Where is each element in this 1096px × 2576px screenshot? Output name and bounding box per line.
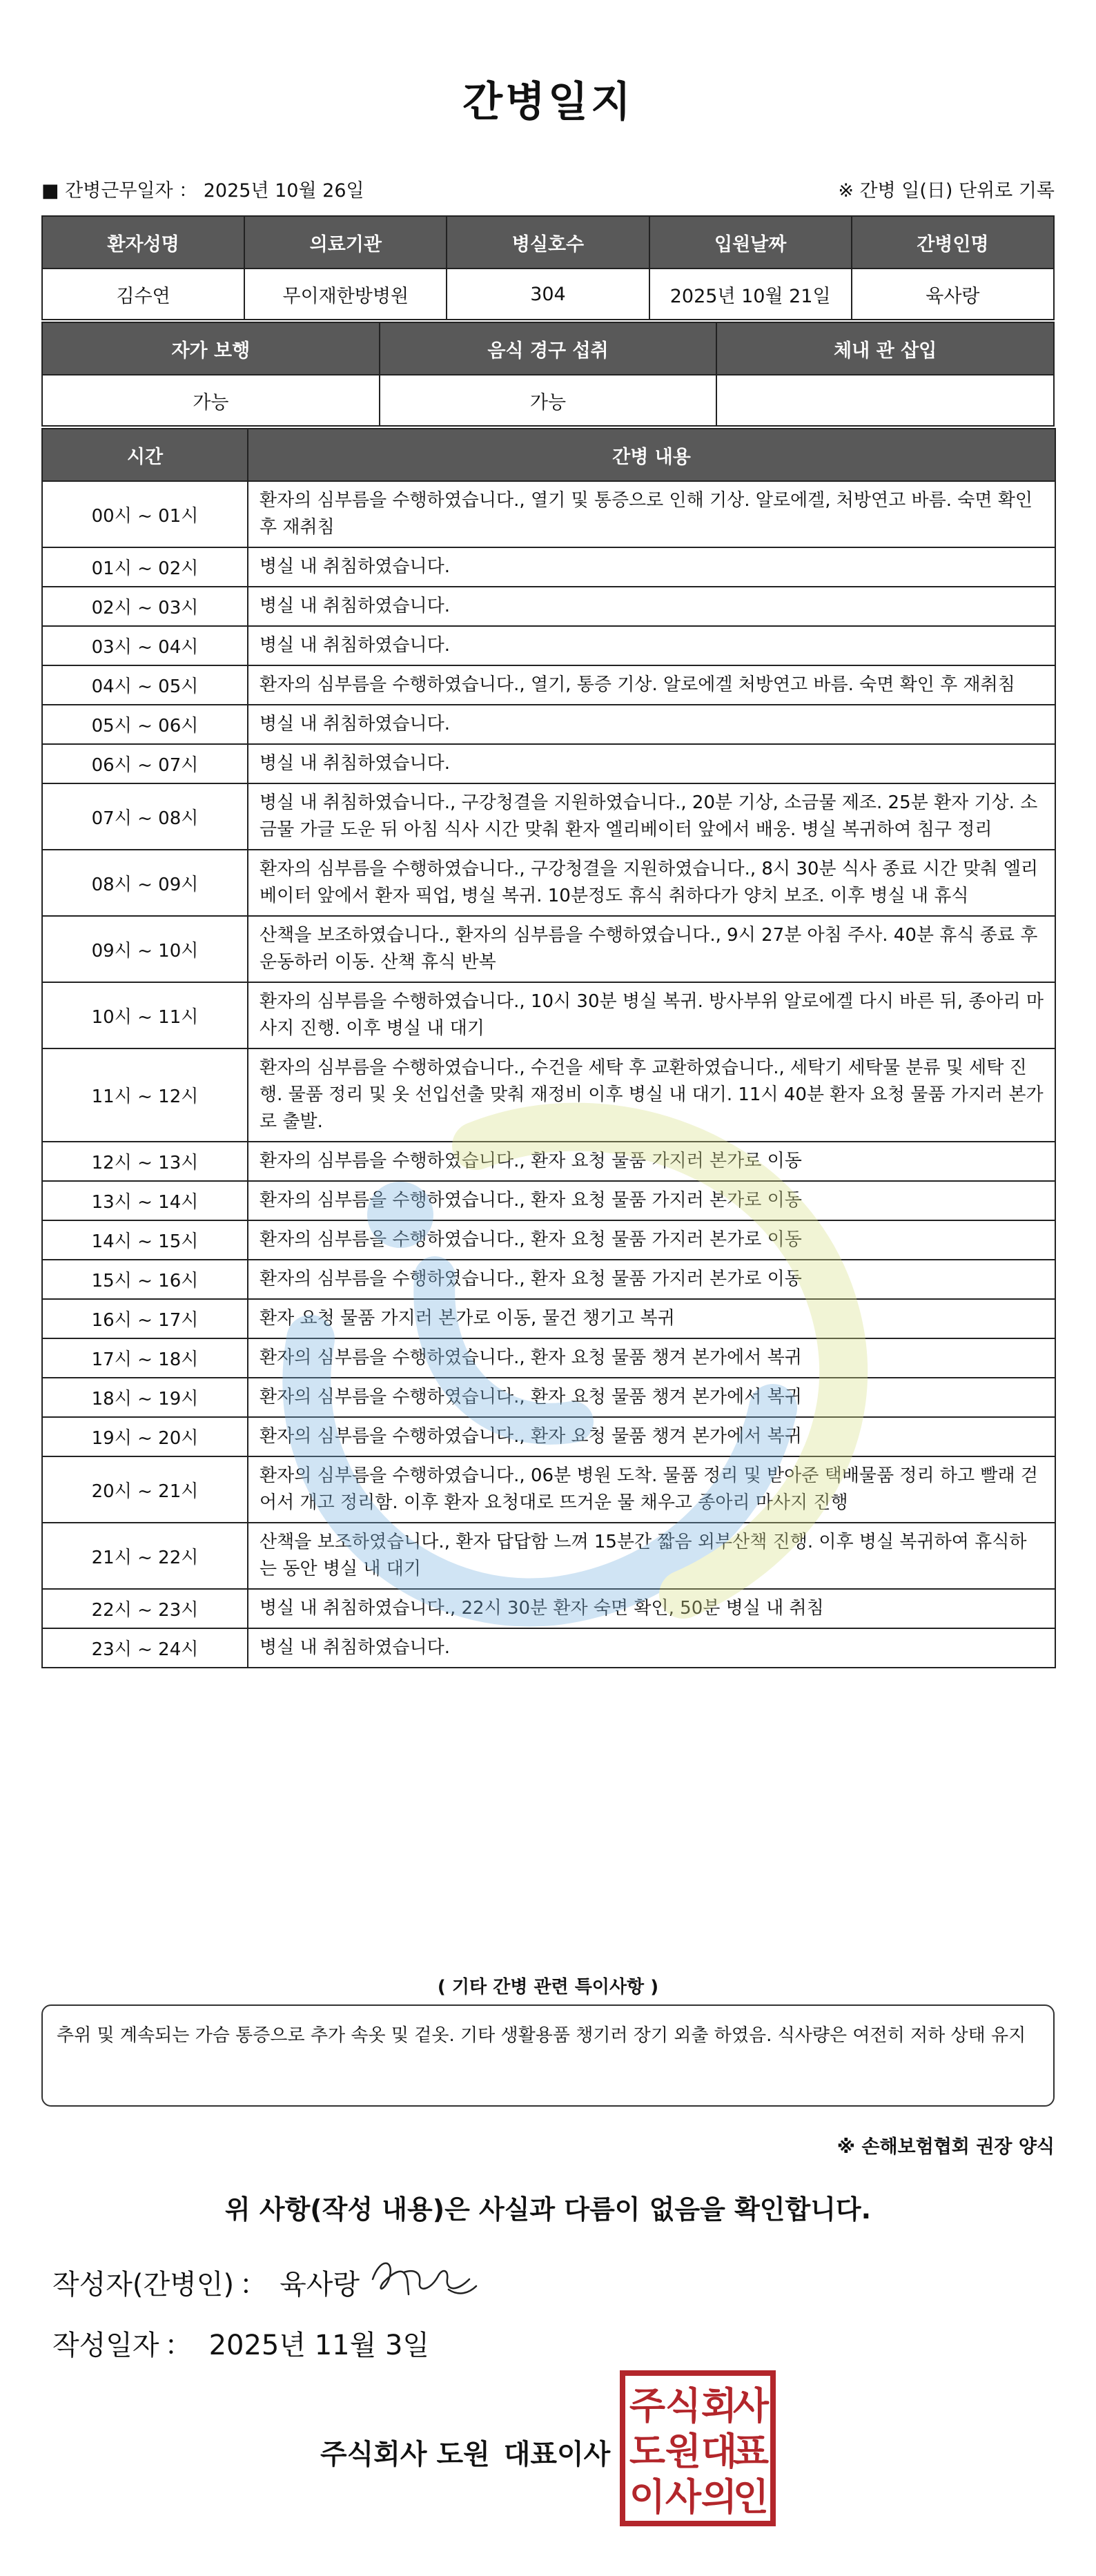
log-content: 환자의 심부름을 수행하였습니다., 구강청결을 지원하였습니다., 8시 30분 식사 종료 시간 맞춰 엘리베이터 앞에서 환자 픽업, 병실 복귀. 10분정도 휴식 취하다가 양치 보조. 이후 병실 내 휴식	[248, 850, 1055, 916]
seal-characters	[629, 2384, 770, 2519]
log-row	[42, 481, 1055, 547]
header-walking: 자가 보행	[42, 322, 380, 375]
confirmation-statement: 위 사항(작성 내용)은 사실과 다름이 없음을 확인합니다.	[224, 2194, 872, 2225]
patient-info-table	[41, 215, 1055, 320]
svg-text:원: 원	[665, 2430, 702, 2473]
write-date-value: 2025년 11월 3일	[208, 2330, 430, 2361]
log-time: 15시 ~ 16시	[42, 1260, 248, 1299]
log-content: 병실 내 취침하였습니다.	[248, 1628, 1055, 1668]
log-time: 03시 ~ 04시	[42, 626, 248, 665]
log-row	[42, 1378, 1055, 1417]
log-row	[42, 744, 1055, 783]
header-patient-name: 환자성명	[42, 216, 244, 269]
log-row	[42, 626, 1055, 665]
svg-text:인: 인	[732, 2475, 770, 2519]
log-row	[42, 1299, 1055, 1338]
signature-stroke	[373, 2263, 476, 2294]
log-time: 12시 ~ 13시	[42, 1142, 248, 1181]
writer-colon: ：	[239, 2269, 268, 2301]
log-content: 병실 내 취침하였습니다.	[248, 547, 1055, 587]
log-content: 환자의 심부름을 수행하였습니다., 06분 병원 도착. 물품 정리 및 받아준 택배물품 정리 하고 빨래 걷어서 개고 정리함. 이후 환자 요청대로 뜨거운 물 채우고 종아리 마사지 진행	[248, 1456, 1055, 1523]
log-row	[42, 1260, 1055, 1299]
log-time: 10시 ~ 11시	[42, 982, 248, 1048]
company-title: 대표이사	[503, 2439, 611, 2470]
log-content: 병실 내 취침하였습니다., 구강청결을 지원하였습니다., 20분 기상, 소금물 제조. 25분 환자 기상. 소금물 가글 도운 뒤 아침 식사 시간 맞춰 환자 엘리베이터 앞에서 배웅. 병실 복귀하여 침구 정리	[248, 783, 1055, 850]
log-time: 09시 ~ 10시	[42, 916, 248, 982]
form-note: ※ 손해보험협회 권장 양식	[836, 2136, 1055, 2158]
log-time: 11시 ~ 12시	[42, 1048, 248, 1142]
company-name: 주식회사 도원	[320, 2439, 490, 2470]
log-row	[42, 982, 1055, 1048]
log-row	[42, 587, 1055, 626]
log-row	[42, 705, 1055, 744]
log-time: 22시 ~ 23시	[42, 1589, 248, 1628]
log-row	[42, 1417, 1055, 1456]
caregiver-name: 육사랑	[852, 269, 1054, 320]
log-row	[42, 783, 1055, 850]
svg-text:주: 주	[629, 2384, 666, 2428]
log-content: 환자의 심부름을 수행하였습니다., 열기, 통증 기상. 알로에겔 처방연고 바름. 숙면 확인 후 재취침	[248, 665, 1055, 705]
log-content: 환자의 심부름을 수행하였습니다., 환자 요청 물품 가지러 본가로 이동	[248, 1142, 1055, 1181]
svg-text:도: 도	[629, 2430, 666, 2473]
log-time: 07시 ~ 08시	[42, 783, 248, 850]
log-content: 환자의 심부름을 수행하였습니다., 열기 및 통증으로 인해 기상. 알로에겔, 처방연고 바름. 숙면 확인 후 재취침	[248, 481, 1055, 547]
log-content: 환자의 심부름을 수행하였습니다., 환자 요청 물품 챙겨 본가에서 복귀	[248, 1378, 1055, 1417]
log-row	[42, 1142, 1055, 1181]
svg-text:회: 회	[701, 2384, 738, 2428]
log-time: 05시 ~ 06시	[42, 705, 248, 744]
header-time: 시간	[42, 429, 248, 481]
svg-text:사: 사	[665, 2475, 702, 2519]
patient-status-table	[41, 322, 1055, 427]
document-title: 간병일지	[462, 78, 634, 126]
log-time: 17시 ~ 18시	[42, 1338, 248, 1378]
log-row	[42, 1338, 1055, 1378]
writer-name: 육사랑	[280, 2269, 360, 2301]
log-time: 13시 ~ 14시	[42, 1181, 248, 1220]
log-content: 병실 내 취침하였습니다.	[248, 587, 1055, 626]
log-content: 환자의 심부름을 수행하였습니다., 환자 요청 물품 가지러 본가로 이동	[248, 1181, 1055, 1220]
log-time: 20시 ~ 21시	[42, 1456, 248, 1523]
log-row	[42, 1523, 1055, 1589]
header-caregiver: 간병인명	[852, 216, 1054, 269]
svg-text:의: 의	[701, 2475, 738, 2519]
log-time: 19시 ~ 20시	[42, 1417, 248, 1456]
svg-text:표: 표	[732, 2430, 770, 2473]
log-content: 환자의 심부름을 수행하였습니다., 환자 요청 물품 챙겨 본가에서 복귀	[248, 1417, 1055, 1456]
log-time: 16시 ~ 17시	[42, 1299, 248, 1338]
log-content: 산책을 보조하였습니다., 환자 답답함 느껴 15분간 짧음 외부산책 진행. 이후 병실 복귀하여 휴식하는 동안 병실 내 대기	[248, 1523, 1055, 1589]
log-row	[42, 1220, 1055, 1260]
log-time: 01시 ~ 02시	[42, 547, 248, 587]
svg-text:대: 대	[701, 2430, 738, 2473]
care-log-table	[41, 428, 1056, 1668]
log-time: 06시 ~ 07시	[42, 744, 248, 783]
header-care-content: 간병 내용	[248, 429, 1055, 481]
writer-line	[52, 2263, 360, 2302]
log-row	[42, 1589, 1055, 1628]
log-time: 21시 ~ 22시	[42, 1523, 248, 1589]
work-date: ■ 간병근무일자 ： 2025년 10월 26일	[41, 180, 364, 202]
log-content: 병실 내 취침하였습니다., 22시 30분 환자 숙면 확인, 50분 병실 내 취침	[248, 1589, 1055, 1628]
log-row	[42, 916, 1055, 982]
tube-status	[716, 375, 1054, 426]
log-time: 00시 ~ 01시	[42, 481, 248, 547]
care-log-body	[42, 481, 1055, 1668]
log-content: 환자의 심부름을 수행하였습니다., 환자 요청 물품 가지러 본가로 이동	[248, 1220, 1055, 1260]
log-row	[42, 665, 1055, 705]
admission-date: 2025년 10월 21일	[649, 269, 852, 320]
log-time: 04시 ~ 05시	[42, 665, 248, 705]
log-content: 환자 요청 물품 가지러 본가로 이동, 물건 챙기고 복귀	[248, 1299, 1055, 1338]
oral-intake-status: 가능	[380, 375, 717, 426]
special-notes-text: 추위 및 계속되는 가슴 통증으로 추가 속옷 및 겉옷. 기타 생활용품 챙기러 장기 외출 하였음. 식사량은 여전히 저하 상태 유지	[57, 2025, 1026, 2046]
header-oral-intake: 음식 경구 섭취	[380, 322, 717, 375]
log-row	[42, 850, 1055, 916]
company-seal	[618, 2369, 777, 2528]
unit-note: ※ 간병 일(日) 단위로 기록	[838, 180, 1055, 202]
patient-name: 김수연	[42, 269, 244, 320]
header-admission-date: 입원날짜	[649, 216, 852, 269]
log-content: 병실 내 취침하였습니다.	[248, 744, 1055, 783]
log-content: 산책을 보조하였습니다., 환자의 심부름을 수행하였습니다., 9시 27분 아침 주사. 40분 휴식 종료 후 운동하러 이동. 산책 휴식 반복	[248, 916, 1055, 982]
log-content: 병실 내 취침하였습니다.	[248, 626, 1055, 665]
writer-label: 작성자(간병인)	[52, 2269, 235, 2301]
log-row	[42, 1628, 1055, 1668]
special-notes-box	[41, 2004, 1055, 2107]
log-time: 23시 ~ 24시	[42, 1628, 248, 1668]
log-content: 환자의 심부름을 수행하였습니다., 환자 요청 물품 챙겨 본가에서 복귀	[248, 1338, 1055, 1378]
svg-text:식: 식	[665, 2384, 702, 2428]
log-row	[42, 547, 1055, 587]
room-number: 304	[447, 269, 649, 320]
log-content: 환자의 심부름을 수행하였습니다., 환자 요청 물품 가지러 본가로 이동	[248, 1260, 1055, 1299]
write-date-line	[52, 2323, 429, 2363]
log-row	[42, 1048, 1055, 1142]
header-hospital: 의료기관	[244, 216, 447, 269]
svg-text:이: 이	[629, 2475, 666, 2519]
svg-text:사: 사	[732, 2384, 770, 2428]
log-row	[42, 1181, 1055, 1220]
walking-status: 가능	[42, 375, 380, 426]
log-time: 14시 ~ 15시	[42, 1220, 248, 1260]
log-content: 병실 내 취침하였습니다.	[248, 705, 1055, 744]
log-time: 02시 ~ 03시	[42, 587, 248, 626]
write-date-colon: ：	[164, 2330, 193, 2361]
write-date-label: 작성일자	[52, 2330, 159, 2361]
handwritten-signature	[366, 2252, 483, 2307]
log-content: 환자의 심부름을 수행하였습니다., 10시 30분 병실 복귀. 방사부위 알로에겔 다시 바른 뒤, 종아리 마사지 진행. 이후 병실 내 대기	[248, 982, 1055, 1048]
log-row	[42, 1456, 1055, 1523]
log-time: 08시 ~ 09시	[42, 850, 248, 916]
hospital-name: 무이재한방병원	[244, 269, 447, 320]
company-line	[320, 2432, 624, 2472]
header-tube: 체내 관 삽입	[716, 322, 1054, 375]
special-notes-label: ( 기타 간병 관련 특이사항 )	[437, 1977, 659, 1998]
log-time: 18시 ~ 19시	[42, 1378, 248, 1417]
header-room: 병실호수	[447, 216, 649, 269]
log-content: 환자의 심부름을 수행하였습니다., 수건을 세탁 후 교환하였습니다., 세탁기 세탁물 분류 및 세탁 진행. 물품 정리 및 옷 선입선출 맞춰 재정비 이후 병실 내 대기. 11시 40분 환자 요청 물품 가지러 본가로 출발.	[248, 1048, 1055, 1142]
